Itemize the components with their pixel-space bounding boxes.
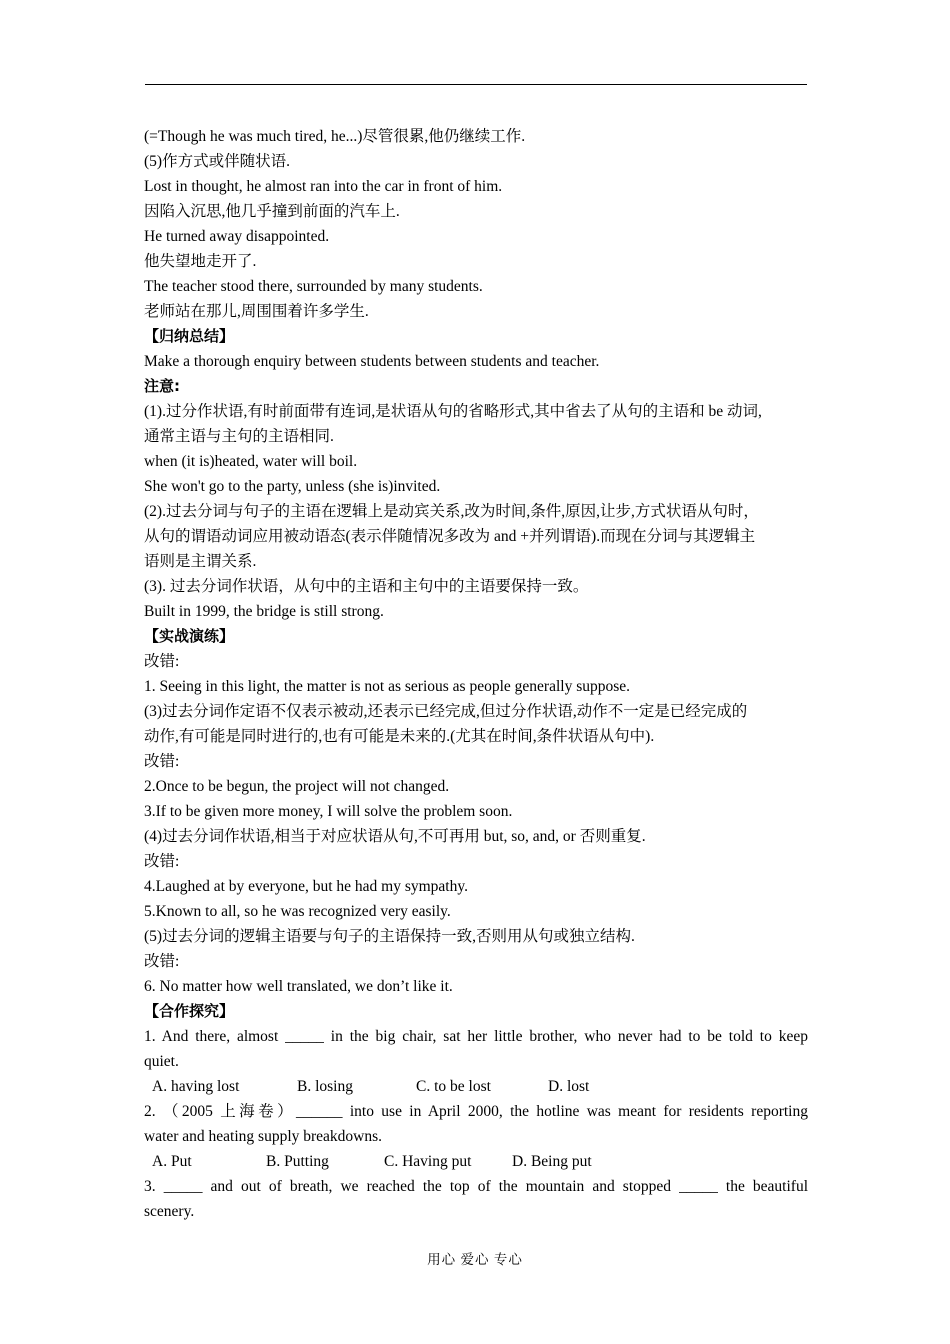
question-1-text-cont: quiet.: [144, 1053, 179, 1070]
header-rule: [145, 84, 807, 85]
text-line: She won't go to the party, unless (she is)invited.: [144, 478, 441, 495]
text-line: (3)过去分词作定语不仅表示被动,还表示已经完成,但过分作状语,动作不一定是已经完成的: [144, 703, 748, 720]
text-line: 5.Known to all, so he was recognized very easily.: [144, 903, 451, 920]
text-line: 改错:: [144, 853, 180, 870]
question-2-text: 2. （2005 上海卷）______ into use in April 2000, the hotline was meant for residents reporting: [144, 1103, 808, 1120]
section-heading-summary: 【归纳总结】: [144, 327, 235, 345]
text-line: (3). 过去分词作状语，从句中的主语和主句中的主语要保持一致。: [144, 578, 589, 595]
question-1-text: 1. And there, almost _____ in the big chair, sat her little brother, who never had to be told to keep: [144, 1028, 808, 1045]
page-footer: 用心 爱心 专心: [427, 1252, 523, 1267]
option: D. Being put: [512, 1153, 592, 1170]
section-heading-cooperation: 【合作探究】: [144, 1002, 235, 1020]
text-line: 改错:: [144, 653, 180, 670]
option: B. Putting: [266, 1153, 329, 1170]
section-heading-practice: 【实战演练】: [144, 627, 235, 645]
text-line: Built in 1999, the bridge is still strong.: [144, 603, 384, 620]
text-line: 从句的谓语动词应用被动语态(表示伴随情况多改为 and +并列谓语).而现在分词与其逻辑主: [144, 528, 756, 545]
text-line: 6. No matter how well translated, we don’t like it.: [144, 978, 453, 995]
text-line: 3.If to be given more money, I will solve the problem soon.: [144, 803, 513, 820]
option: C. Having put: [384, 1153, 472, 1170]
option: D. lost: [548, 1078, 590, 1095]
text-line: 2.Once to be begun, the project will not changed.: [144, 778, 450, 795]
text-line: He turned away disappointed.: [144, 228, 330, 245]
text-line: 改错:: [144, 753, 180, 770]
text-line: (2).过去分词与句子的主语在逻辑上是动宾关系,改为时间,条件,原因,让步,方式状语从句时，: [144, 503, 759, 520]
question-1-options: [144, 1074, 808, 1099]
option: B. losing: [297, 1078, 353, 1095]
option: A. Put: [152, 1153, 192, 1170]
option: A. having lost: [152, 1078, 240, 1095]
text-line: (5)作方式或伴随状语.: [144, 153, 290, 170]
text-line: 老师站在那儿,周围围着许多学生.: [144, 303, 369, 320]
text-line: 通常主语与主句的主语相同.: [144, 428, 334, 445]
text-line: (1).过分作状语,有时前面带有连词,是状语从句的省略形式,其中省去了从句的主语和 be 动词,: [144, 403, 762, 420]
text-line: 动作,有可能是同时进行的,也有可能是未来的.(尤其在时间,条件状语从句中).: [144, 728, 655, 745]
text-line: (5)过去分词的逻辑主语要与句子的主语保持一致,否则用从句或独立结构.: [144, 928, 635, 945]
question-3-text: 3. _____ and out of breath, we reached the top of the mountain and stopped _____ the beautiful: [144, 1178, 808, 1195]
text-line: 语则是主谓关系.: [144, 553, 257, 570]
text-line: (=Though he was much tired, he...)尽管很累,他仍继续工作.: [144, 128, 526, 145]
text-line: when (it is)heated, water will boil.: [144, 453, 358, 470]
text-line: (4)过去分词作状语,相当于对应状语从句,不可再用 but, so, and, or 否则重复.: [144, 828, 646, 845]
text-line: 他失望地走开了.: [144, 253, 257, 270]
text-line: 4.Laughed at by everyone, but he had my sympathy.: [144, 878, 468, 895]
question-2-text-cont: water and heating supply breakdowns.: [144, 1128, 383, 1145]
text-line: 1. Seeing in this light, the matter is not as serious as people generally suppose.: [144, 678, 631, 695]
question-3-text-cont: scenery.: [144, 1203, 195, 1220]
text-line: Lost in thought, he almost ran into the car in front of him.: [144, 178, 503, 195]
text-line: 改错:: [144, 953, 180, 970]
question-2-options: [144, 1149, 808, 1174]
text-line: The teacher stood there, surrounded by many students.: [144, 278, 483, 295]
document-body: [144, 124, 808, 1224]
option: C. to be lost: [416, 1078, 491, 1095]
text-line: Make a thorough enquiry between students between students and teacher.: [144, 353, 600, 370]
text-line: 因陷入沉思,他几乎撞到前面的汽车上.: [144, 203, 400, 220]
note-heading: 注意:: [144, 377, 180, 395]
